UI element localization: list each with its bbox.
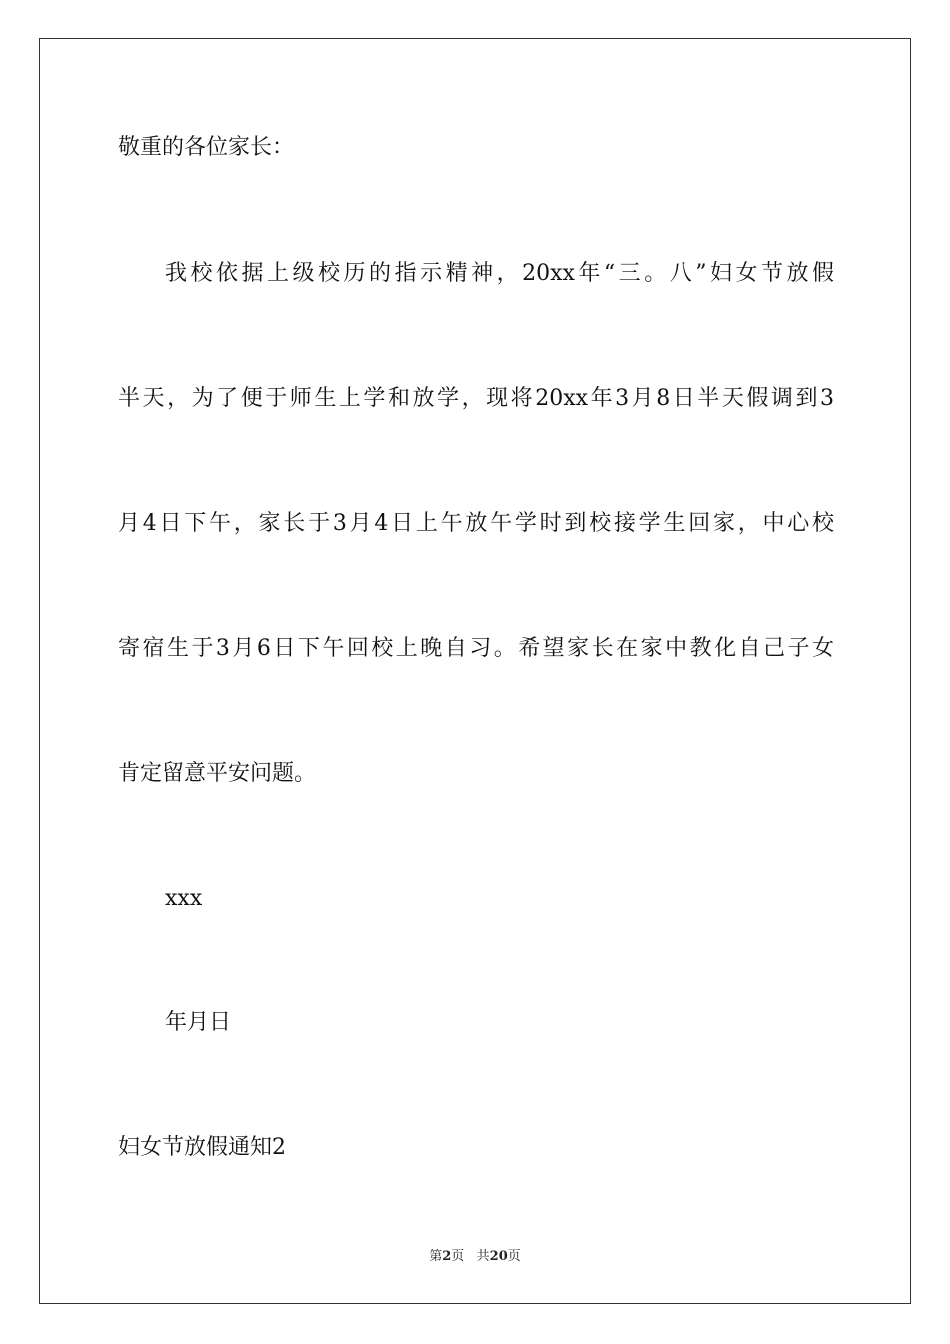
footer-suffix: 页 xyxy=(507,1249,521,1264)
next-section-heading: 妇女节放假通知2 xyxy=(118,1135,286,1160)
body-line-5: 肯定留意平安问题。 xyxy=(118,761,317,786)
date-line: 年月日 xyxy=(165,1010,232,1035)
page-footer xyxy=(0,1248,950,1266)
body-line-4: 寄宿生于3月6日下午回校上晚自习。希望家长在家中教化自己子女 xyxy=(118,636,834,661)
footer-current-page: 2 xyxy=(442,1249,452,1264)
page-border xyxy=(39,38,911,1304)
salutation: 敬重的各位家长： xyxy=(118,135,295,160)
footer-total-pages: 20 xyxy=(489,1249,508,1264)
body-line-3: 月4日下午，家长于3月4日上午放午学时到校接学生回家，中心校 xyxy=(118,511,834,536)
signature: xxx xyxy=(165,886,203,911)
footer-prefix: 第 xyxy=(429,1249,443,1264)
body-line-2: 半天，为了便于师生上学和放学，现将20xx年3月8日半天假调到3 xyxy=(118,386,834,411)
footer-middle: 页 共 xyxy=(451,1249,490,1264)
body-line-1: 我校依据上级校历的指示精神，20xx年“三。八”妇女节放假 xyxy=(165,261,834,286)
